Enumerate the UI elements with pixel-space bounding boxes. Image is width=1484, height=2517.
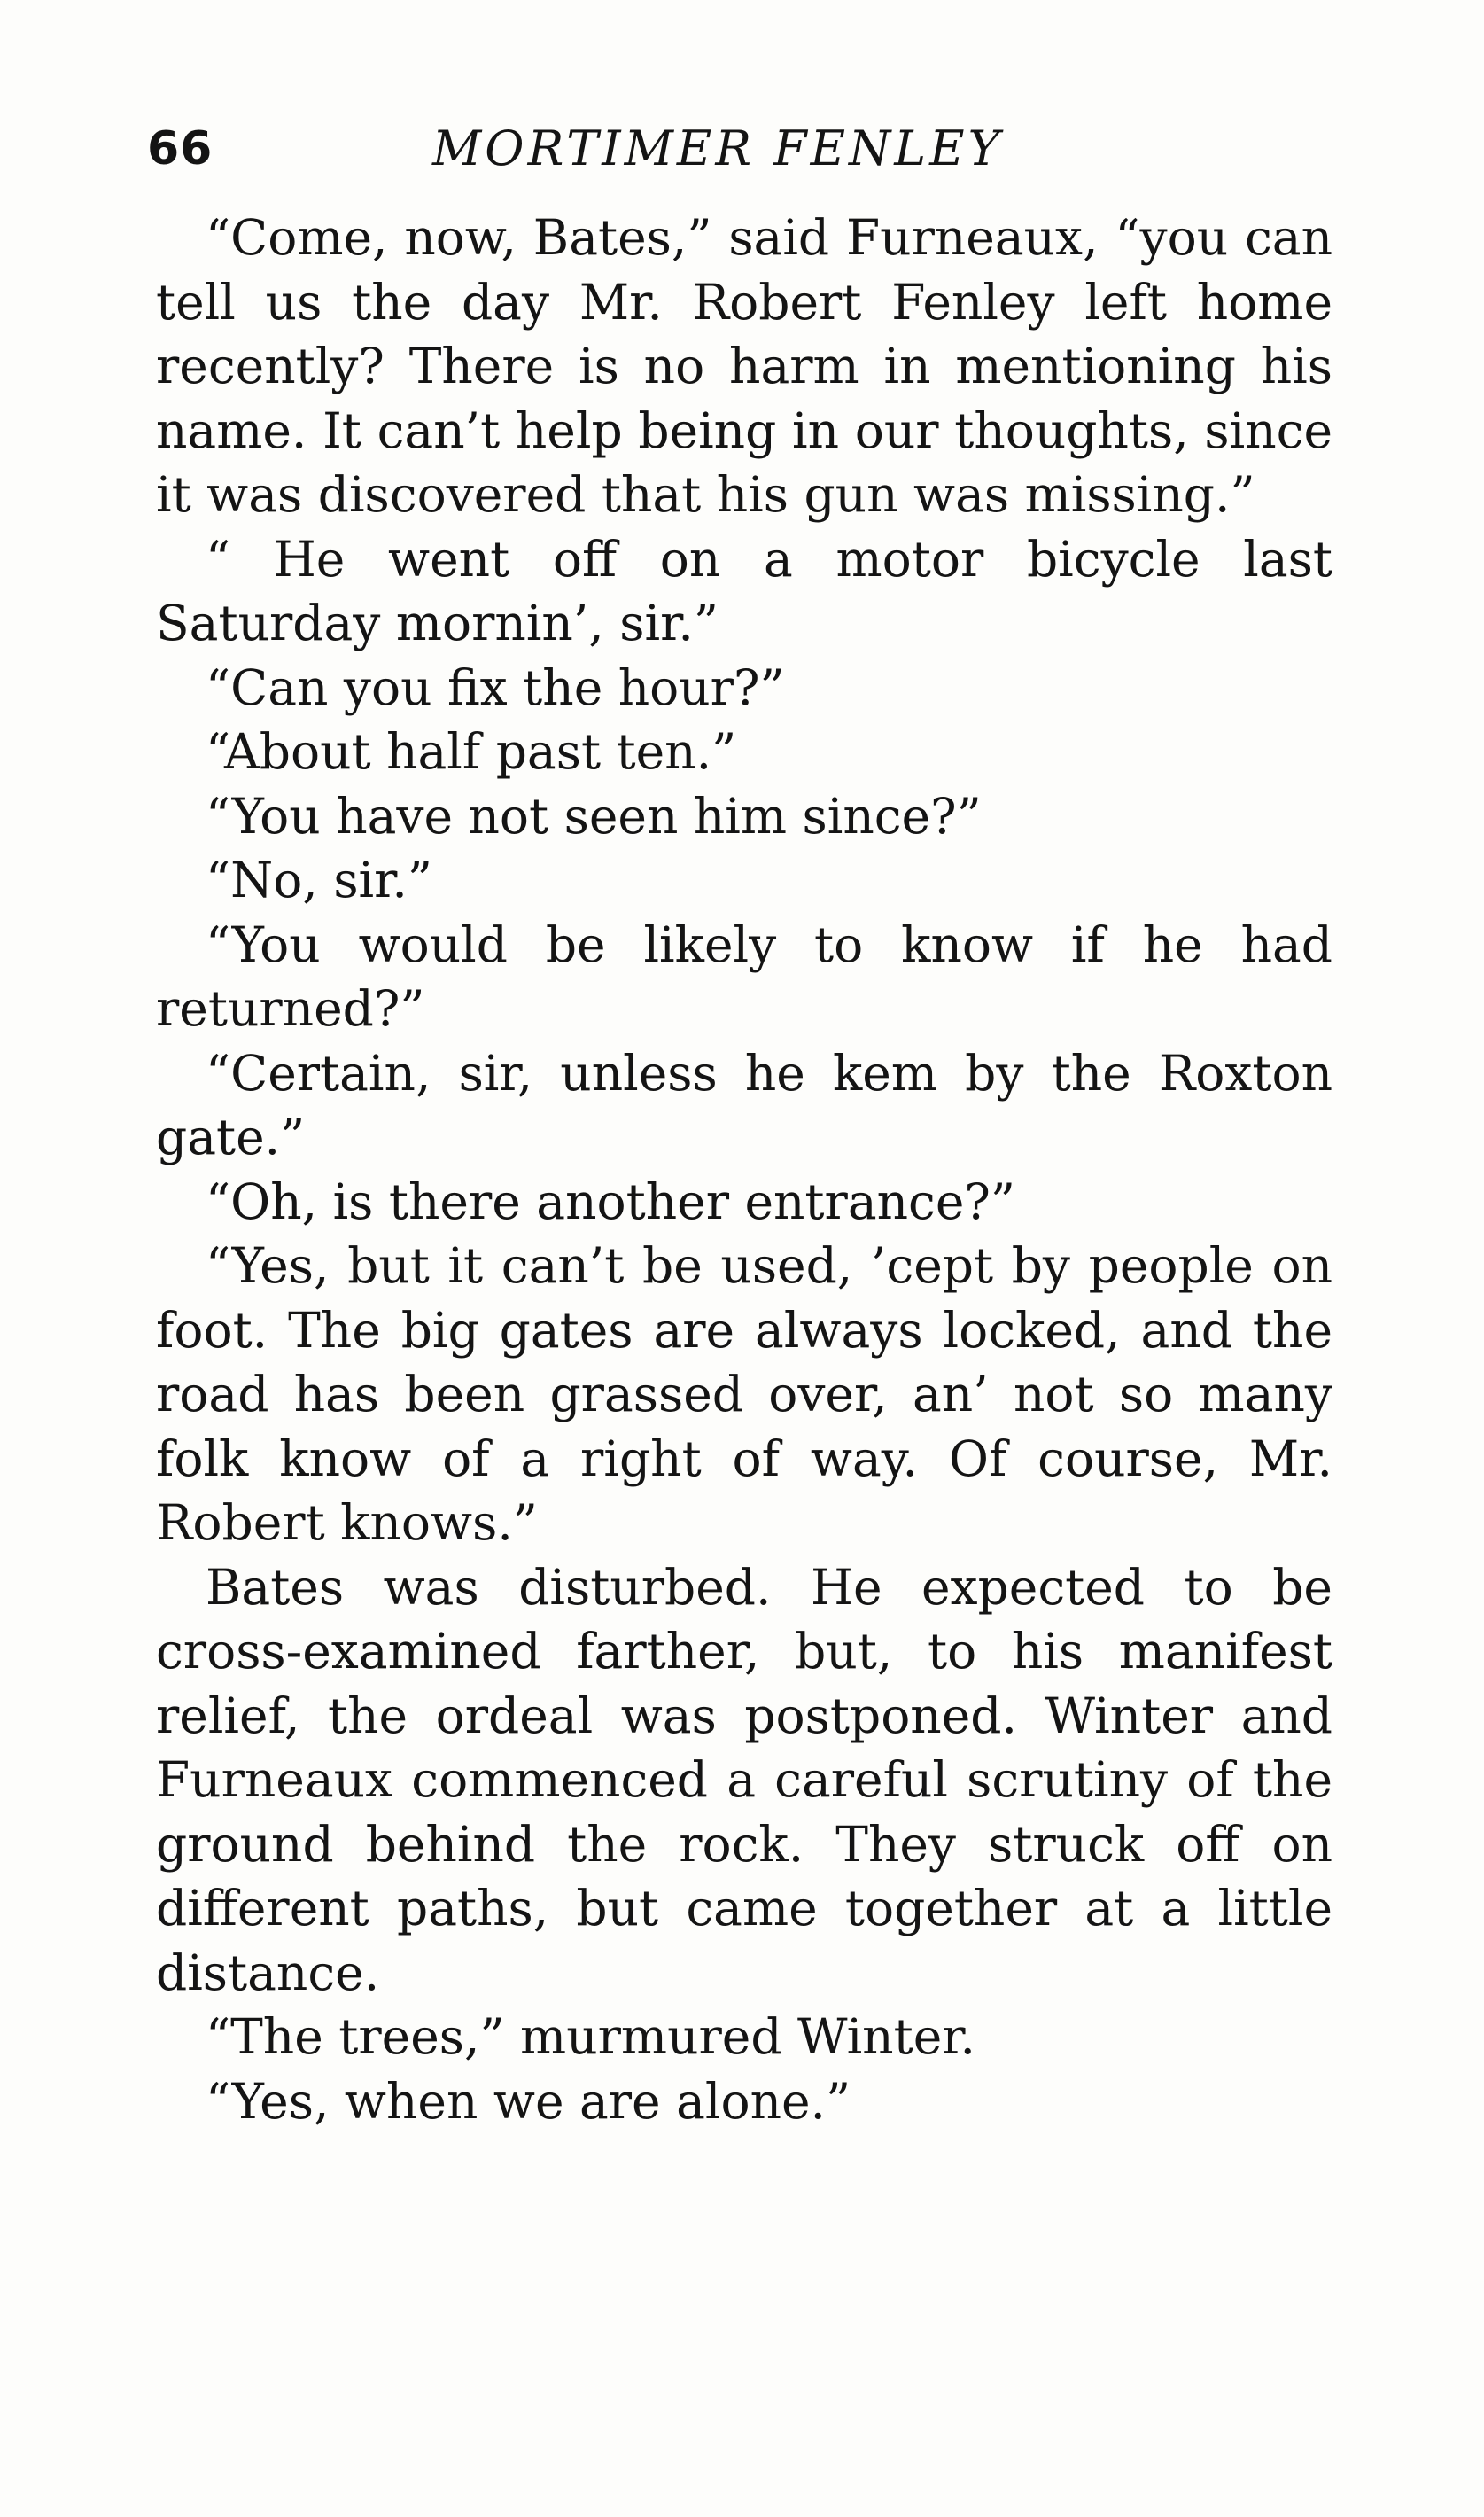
page-number: 66 [147, 122, 214, 175]
paragraph: “No, sir.” [206, 852, 432, 908]
paragraph: “The trees,” murmured Winter. [206, 2008, 975, 2065]
paragraph: “Certain, sir, unless he kem by the Roxton gate.” [156, 1044, 1332, 1165]
paragraph: Bates was disturbed. He expected to be cross-examined farther, but, to his manifest relief, the ordeal was postponed. Winter and Furneaux commenced a careful scrutiny of the ground behind the rock. They struck off on different paths, but came together at a little distance. [156, 1558, 1332, 2001]
body-text [156, 206, 1332, 2133]
running-title: MORTIMER FENLEY [432, 121, 1004, 176]
paragraph: “Yes, when we are alone.” [206, 2072, 851, 2130]
paragraph: “ He went off on a motor bicycle last Saturday mornin’, sir.” [156, 530, 1332, 651]
paragraph: “You would be likely to know if he had returned?” [156, 916, 1332, 1037]
page-header [147, 113, 1334, 184]
paragraph: “About half past ten.” [206, 723, 737, 780]
paragraph: “You have not seen him since?” [206, 787, 982, 845]
paragraph: “Oh, is there another entrance?” [206, 1173, 1015, 1230]
paragraph: “Can you fix the hour?” [206, 658, 785, 716]
paragraph: “Yes, but it can’t be used, ’cept by people on foot. The big gates are always locked, and the road has been grassed over, an’ not so many folk know of a right of way. Of course, Mr. Robert knows.” [156, 1237, 1332, 1551]
paragraph: “Come, now, Bates,” said Furneaux, “you can tell us the day Mr. Robert Fenley left home recently? There is no harm in mentioning his name. It can’t help being in our thoughts, since it was discovered that his gun was missing.” [156, 209, 1332, 523]
